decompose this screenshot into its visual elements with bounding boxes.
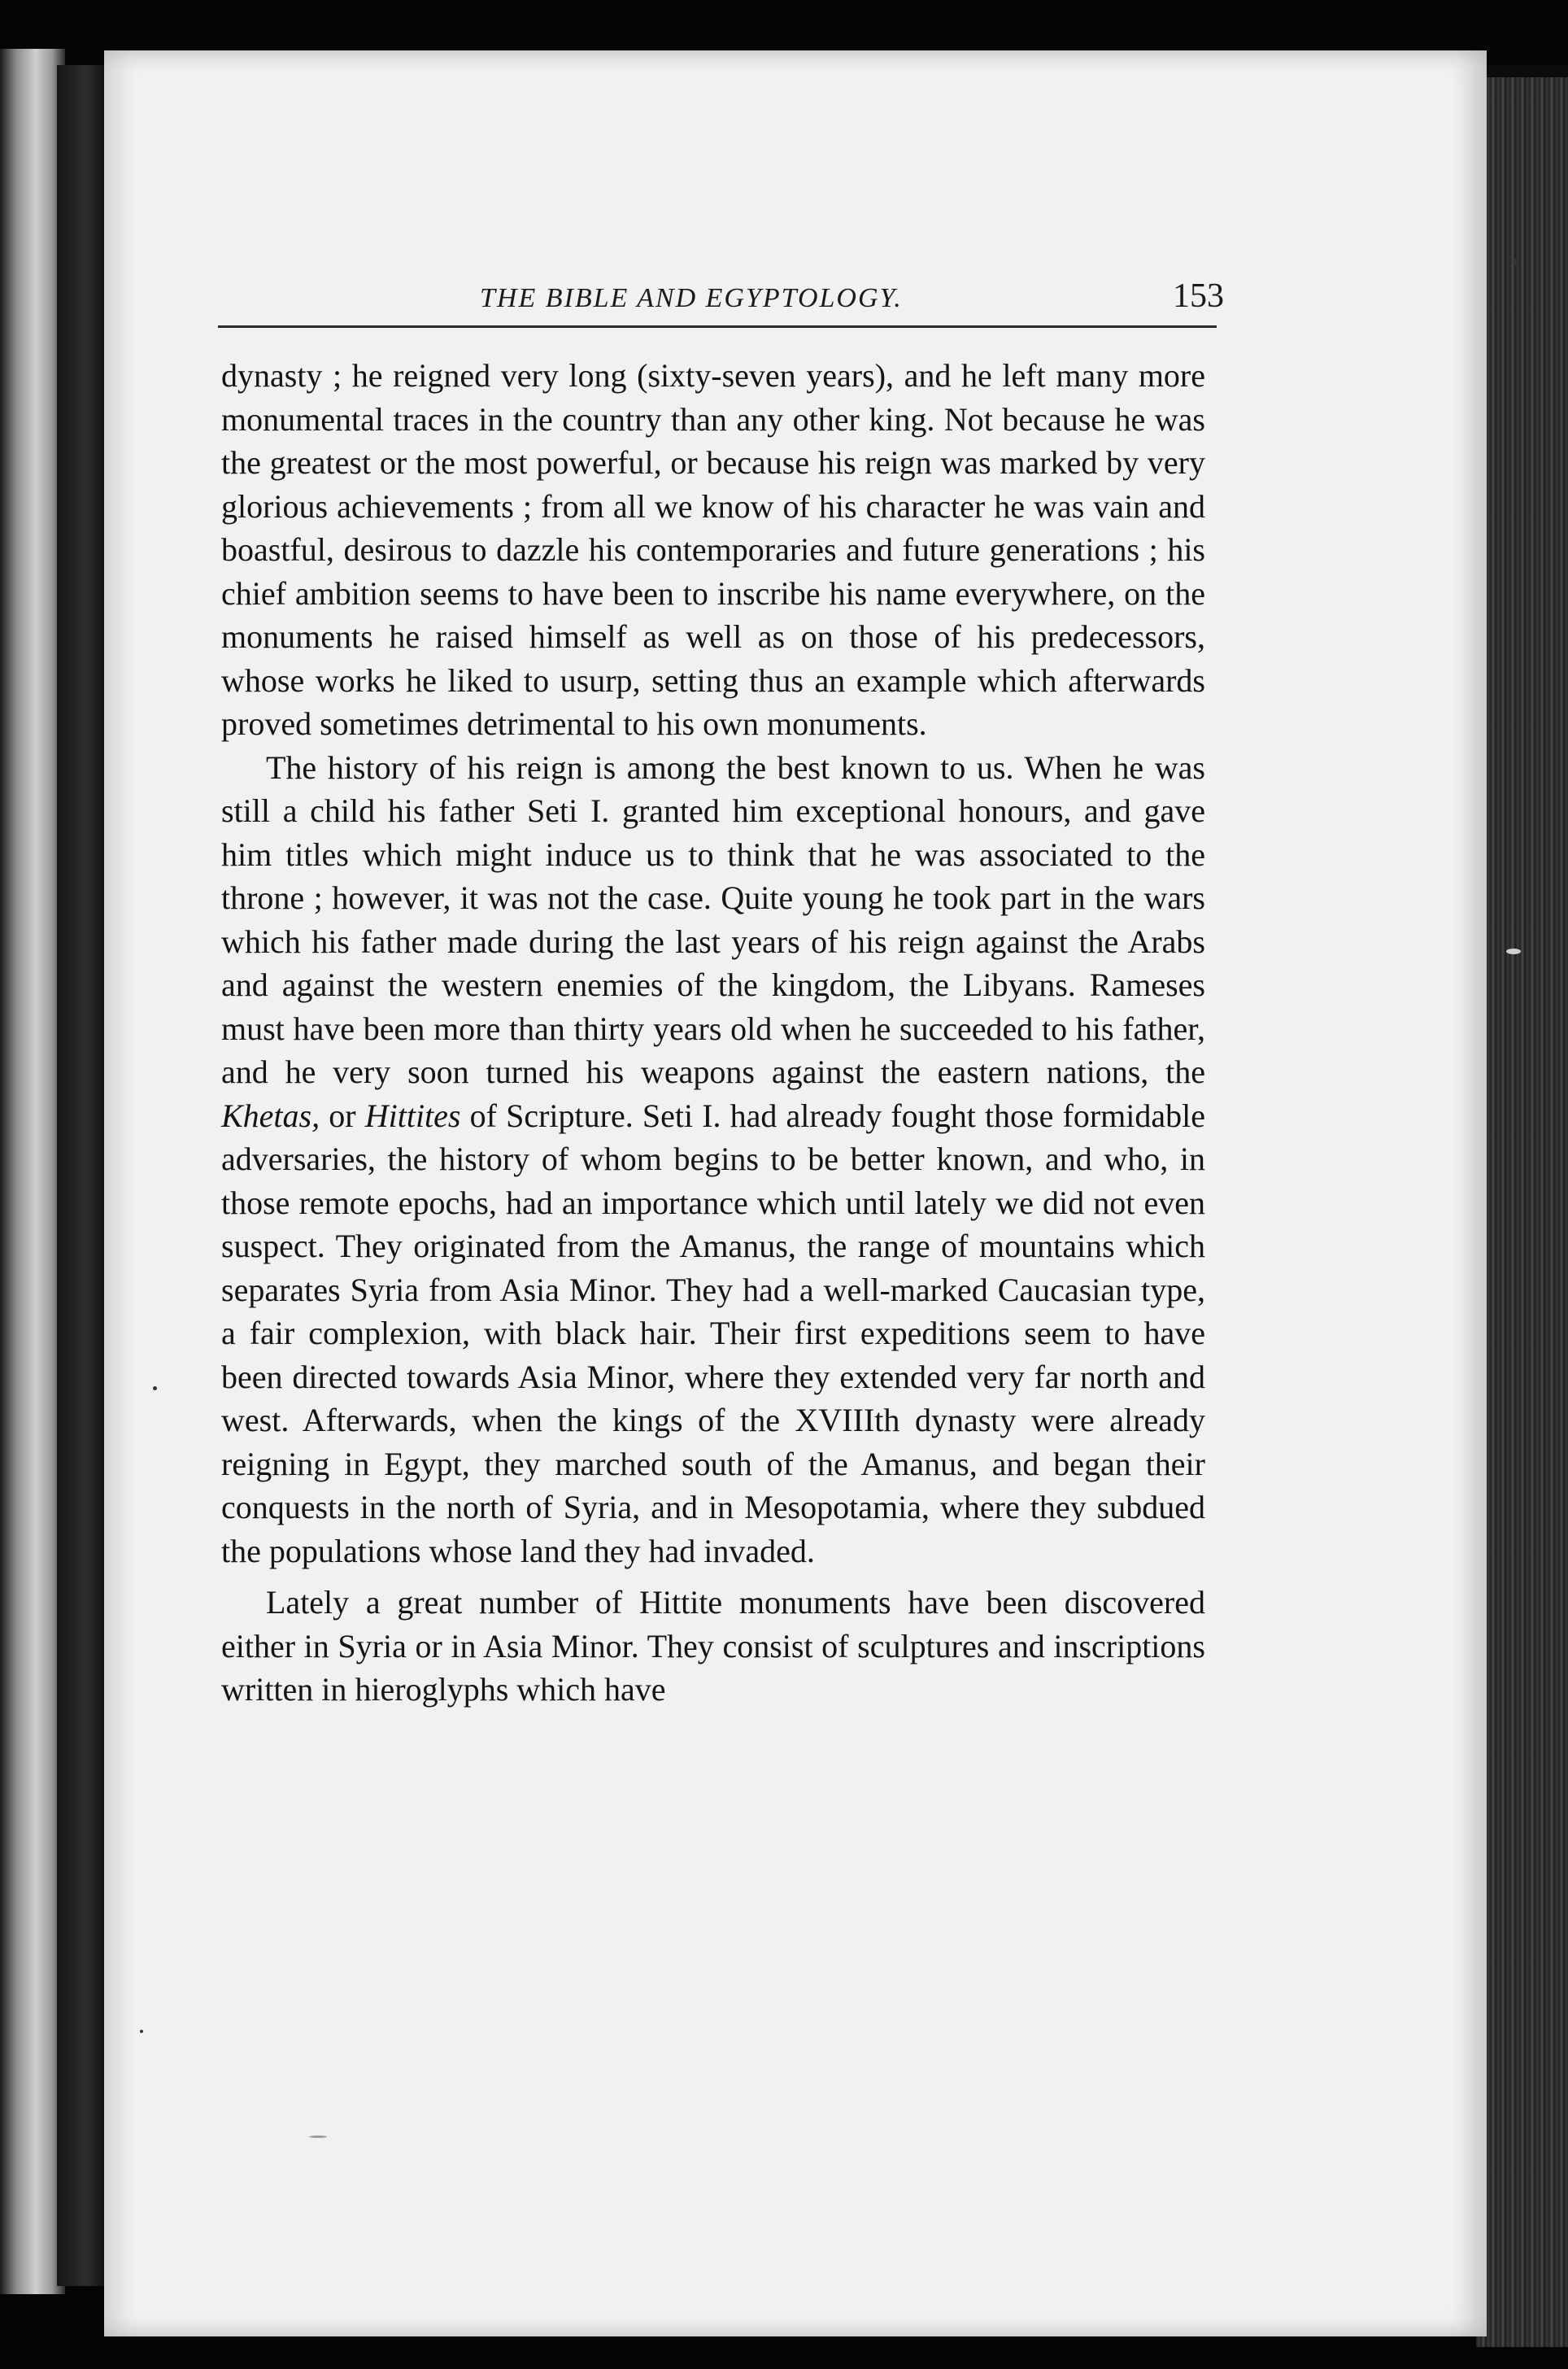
scan-speck: [1513, 259, 1519, 265]
scan-speck: [309, 2136, 327, 2138]
book-gutter: [57, 65, 106, 2286]
scan-speck: [153, 1386, 157, 1390]
paragraph-3: Lately a great number of Hittite monuments have been discovered either in Syria or in Asia Minor. They consist of sculptures and inscriptions written in hieroglyphs which have: [221, 1584, 1205, 1708]
term-khetas: Khetas,: [221, 1097, 320, 1134]
paragraph-1: dynasty ; he reigned very long (sixty-seven years), and he left many more monumental traces in the country than any other king. Not because he was the greatest or the most powerful, or because his reign was marked by very glorious achievements ; from all we know of his character he was vain and boastful, desirous to dazzle his contemporaries and future generations ; his chief ambition seems to have been to inscribe his name everywhere, on the monuments he raised himself as well as on those of his predecessors, whose works he liked to usurp, setting thus an example which afterwards proved sometimes detrimental to his own monuments.: [221, 357, 1205, 742]
paragraph-2-or: or: [320, 1097, 365, 1134]
term-hittites: Hittites: [364, 1097, 461, 1134]
scan-speck: [140, 2030, 143, 2033]
running-title: THE BIBLE AND EGYPTOLOGY.: [480, 283, 903, 313]
paragraph-2: [221, 746, 1205, 1573]
running-header: [221, 273, 1234, 330]
page-number: 153: [1173, 277, 1224, 315]
body-text: [221, 354, 1205, 1712]
header-rule: [218, 325, 1217, 328]
paragraph-2-end: of Scripture. Seti I. had already fought those formidable adversaries, the history of whom begins to be better known, and who, in those remote epochs, had an importance which until lately we did not even suspect. They originated from the Amanus, the range of mountains which separates Syria from Asia Minor. They had a well-marked Caucasian type, a fair complexion, with black hair. Their first expeditions seem to have been directed towards Asia Minor, where they extended very far north and west. Afterwards, when the kings of the XVIIIth dynasty were already reigning in Egypt, they marched south of the Amanus, and began their conquests in the north of Syria, and in Mesopotamia, where they subdued the populations whose land they had invaded.: [221, 1097, 1205, 1569]
paragraph-2-start: The history of his reign is among the best known to us. When he was still a child his father Seti I. granted him exceptional honours, and gave him titles which might induce us to think that he was associated to the throne ; however, it was not the case. Quite young he took part in the wars which his father made during the last years of his reign against the Arabs and against the western enemies of the kingdom, the Libyans. Rameses must have been more than thirty years old when he succeeded to his father, and he very soon turned his weapons against the eastern nations, the: [221, 748, 1205, 1090]
left-page-edge: [0, 49, 65, 2294]
scan-speck: [1506, 949, 1521, 954]
page-block-edge: [1476, 77, 1568, 2347]
